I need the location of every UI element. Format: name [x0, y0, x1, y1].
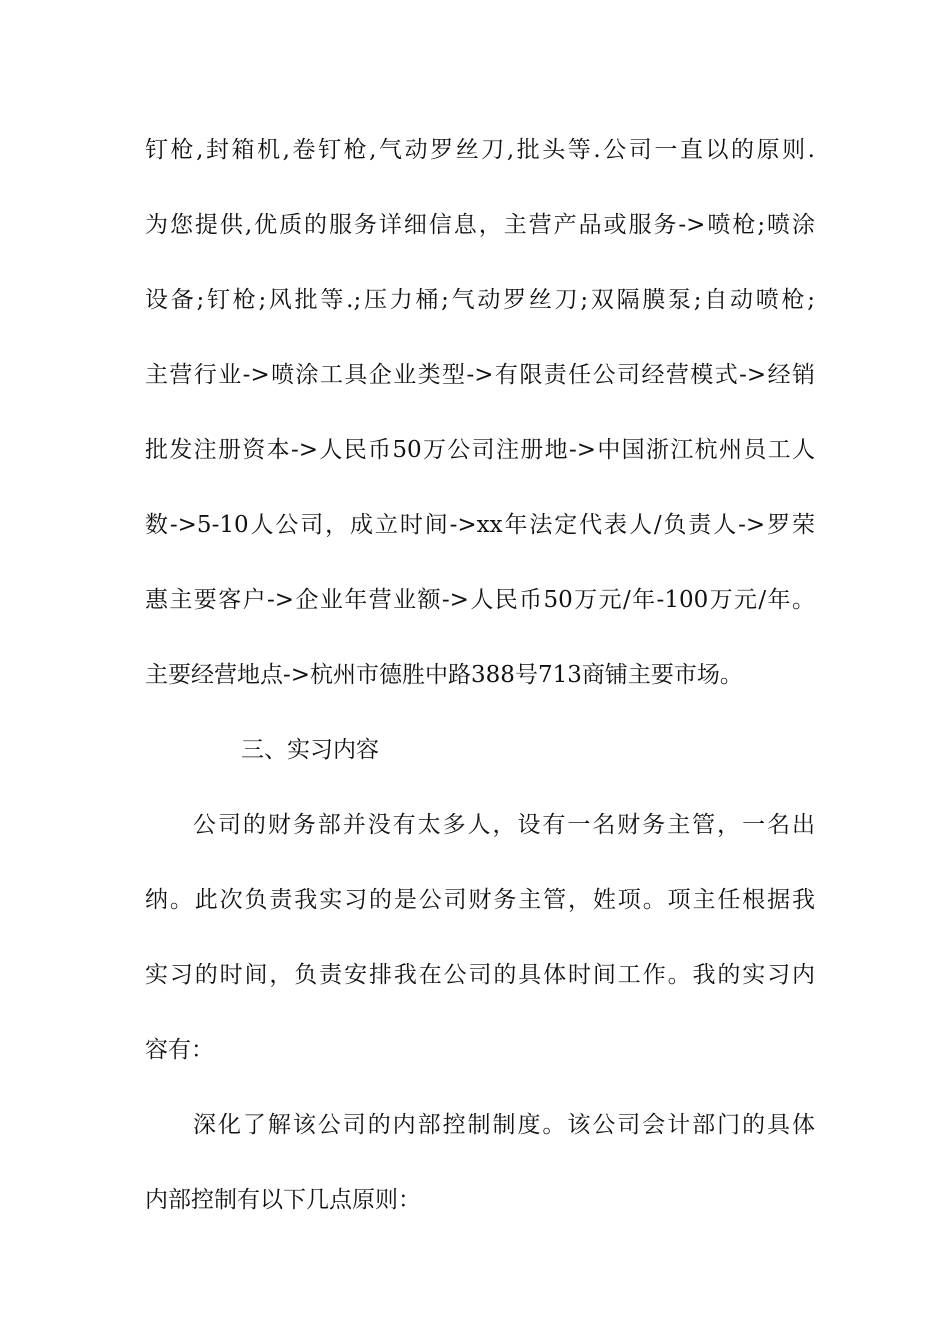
text-line: 数->5-10人公司，成立时间->xx年法定代表人/负责人->罗荣 [145, 512, 815, 538]
paragraph-line: 深化了解该公司的内部控制制度。该公司会计部门的具体 [193, 1112, 815, 1138]
paragraph-line: 内部控制有以下几点原则： [145, 1187, 421, 1213]
paragraph-line: 纳。此次负责我实习的是公司财务主管，姓项。项主任根据我 [145, 887, 815, 913]
text-line: 主营行业->喷涂工具企业类型->有限责任公司经营模式->经销 [145, 362, 815, 388]
paragraph-line: 公司的财务部并没有太多人，设有一名财务主管，一名出 [193, 812, 815, 838]
text-line: 批发注册资本->人民币50万公司注册地->中国浙江杭州员工人 [145, 437, 815, 463]
paragraph-line: 容有： [145, 1037, 214, 1063]
text-line: 钉枪,封箱机,卷钉枪,气动罗丝刀,批头等.公司一直以的原则. [145, 137, 815, 163]
text-line: 设备;钉枪;风批等.;压力桶;气动罗丝刀;双隔膜泵;自动喷枪; [145, 287, 815, 313]
text-line: 主要经营地点->杭州市德胜中路388号713商铺主要市场。 [145, 662, 743, 688]
paragraph-line: 实习的时间，负责安排我在公司的具体时间工作。我的实习内 [145, 962, 815, 988]
text-line: 为您提供,优质的服务详细信息，主营产品或服务->喷枪;喷涂 [145, 212, 815, 238]
section-heading: 三、实习内容 [241, 737, 379, 763]
text-line: 惠主要客户->企业年营业额->人民币50万元/年-100万元/年。 [145, 587, 815, 613]
